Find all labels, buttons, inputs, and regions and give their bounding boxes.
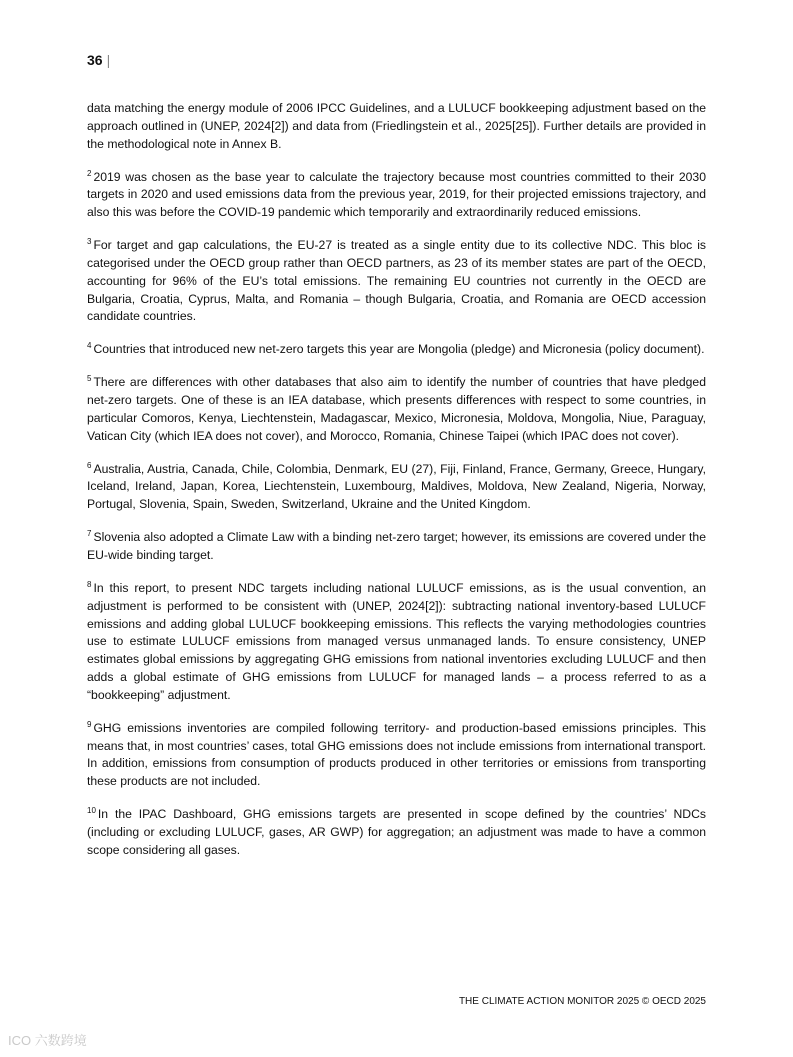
footnote-text: Slovenia also adopted a Climate Law with a binding net-zero target; however, its emissions are covered under the EU-wide binding target. xyxy=(87,530,706,563)
footnote-text: For target and gap calculations, the EU-27 is treated as a single entity due to its collective NDC. This bloc is categorised under the OECD group rather than OECD partners, as 23 of its member states are part of the OECD, accounting for 96% of the EU’s total emissions. The remaining EU countries not currently in the OECD are Bulgaria, Croatia, Cyprus, Malta, and Romania – though Bulgaria, Croatia, and Romania are OECD accession candidate countries. xyxy=(87,238,706,324)
footnote-text: Countries that introduced new net-zero targets this year are Mongolia (pledge) and Micronesia (policy document). xyxy=(93,342,705,357)
footnote-marker: 6 xyxy=(87,460,92,470)
footnote-marker: 2 xyxy=(87,168,92,178)
footnote-6 xyxy=(87,461,706,514)
footnote-text: GHG emissions inventories are compiled following territory- and production-based emissions principles. This means that, in most countries’ cases, total GHG emissions does not include emissions from international transport. In addition, emissions from consumption of products produced in other territories or emissions from transporting these products are not included. xyxy=(87,720,706,789)
footnote-marker: 5 xyxy=(87,374,92,384)
footnote-marker: 4 xyxy=(87,341,92,351)
page-footer: THE CLIMATE ACTION MONITOR 2025 © OECD 2025 xyxy=(458,996,706,1007)
footnote-text: In this report, to present NDC targets including national LULUCF emissions, as is the usual convention, an adjustment is performed to be consistent with (UNEP, 2024[2]): subtracting national inventory-based LULUCF emissions and adding global LULUCF bookkeeping emissions. This reflects the varying methodologies countries use to estimate LULUCF emissions from managed versus unmanaged lands. To ensure consistency, UNEP estimates global emissions by aggregating GHG emissions from national inventories excluding LULUCF and then adds a global estimate of GHG emissions from LULUCF for managed lands – a process referred to as a “bookkeeping” adjustment. xyxy=(87,581,706,702)
footnote-text: data matching the energy module of 2006 IPCC Guidelines, and a LULUCF bookkeeping adjustment based on the approach outlined in (UNEP, 2024[2]) and data from (Friedlingstein et al., 2025[25]). Further details are provided in the methodological note in Annex B. xyxy=(87,101,706,151)
footnote-text: 2019 was chosen as the base year to calculate the trajectory because most countries committed to their 2030 targets in 2020 and used emissions data from the previous year, 2019, for their projected emissions trajectory, and also this was before the COVID-19 pandemic which temporarily and extraordinarily reduced emissions. xyxy=(87,169,706,220)
footnote-9 xyxy=(87,720,706,791)
footnote-marker: 8 xyxy=(87,580,92,590)
watermark-logo: ICO 六数跨境 xyxy=(8,1033,87,1048)
footnote-marker: 9 xyxy=(87,719,92,729)
footnote-7 xyxy=(87,529,706,565)
footnote-marker: 3 xyxy=(87,237,92,247)
page-number-value: 36 xyxy=(87,52,103,68)
footnote-10 xyxy=(87,806,706,859)
footnote-8 xyxy=(87,580,706,705)
footnote-continuation xyxy=(87,100,706,153)
footnote-text: Australia, Austria, Canada, Chile, Colombia, Denmark, EU (27), Fiji, Finland, France, Germany, Greece, Hungary, Iceland, Ireland, Japan, Korea, Liechtenstein, Luxembourg, Maldives, Moldova, New Zealand, Nigeria, Norway, Portugal, Slovenia, Spain, Sweden, Switzerland, Ukraine and the United Kingdom. xyxy=(87,461,706,512)
footnote-2 xyxy=(87,169,706,222)
footnote-marker: 7 xyxy=(87,529,92,539)
page-number xyxy=(87,52,110,68)
footnote-5 xyxy=(87,374,706,445)
footnote-text: In the IPAC Dashboard, GHG emissions targets are presented in scope defined by the countries’ NDCs (including or excluding LULUCF, gases, AR GWP) for aggregation; an adjustment was made to have a common scope considering all gases. xyxy=(87,807,706,857)
footnote-4 xyxy=(87,341,706,359)
footnote-marker: 10 xyxy=(87,806,96,816)
page-number-separator: | xyxy=(106,52,111,68)
footnote-text: There are differences with other databases that also aim to identify the number of countries that have pledged net-zero targets. One of these is an IEA database, which presents differences with respect to some countries, in particular Comoros, Kenya, Liechtenstein, Madagascar, Mexico, Micronesia, Moldova, Mongolia, Niue, Paraguay, Vatican City (which IEA does not cover), and Morocco, Romania, Chinese Taipei (which IPAC does not cover). xyxy=(87,375,706,443)
footnotes-list xyxy=(87,100,706,875)
footnote-3 xyxy=(87,237,706,326)
